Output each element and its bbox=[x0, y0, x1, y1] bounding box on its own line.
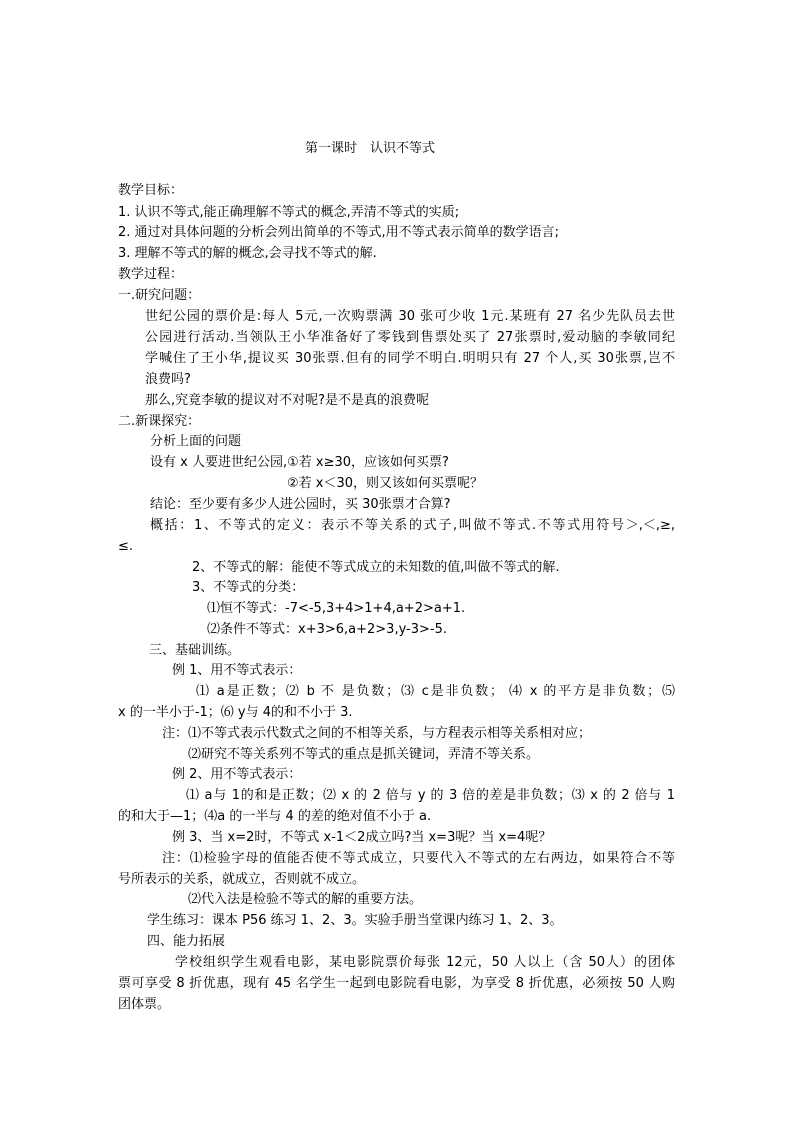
text-line: 的和大于—1；⑷a 的一半与 4 的差的绝对值不小于 a. bbox=[118, 809, 432, 824]
process-heading: 教学过程： bbox=[118, 267, 184, 282]
text-line: ≤. bbox=[118, 539, 134, 554]
paragraph-line: 世纪公园的票价是:每人 5元,一次购票满 30 张可少收 1元.某班有 27 名少先队员去世 bbox=[145, 309, 675, 324]
note-line: 号所表示的关系，就成立，否则就不成立。 bbox=[118, 872, 366, 887]
section-heading: 三、基础训练。 bbox=[149, 643, 241, 658]
paragraph-line: 浪费吗? bbox=[145, 372, 191, 387]
paragraph-line: 团体票。 bbox=[118, 997, 171, 1012]
paragraph-line: 学喊住了王小华,提议买 30张票.但有的同学不明白.明明只有 27 个人,买 30张票,岂不 bbox=[145, 351, 675, 366]
paragraph-line: 学校组织学生观看电影，某电影院票价每张 12元，50 人以上（含 50人）的团体 bbox=[175, 955, 675, 970]
note-line: ⑵代入法是检验不等式的解的重要方法。 bbox=[188, 892, 423, 907]
page-title: 第一课时 认识不等式 bbox=[305, 141, 436, 156]
text-line: 分析上面的问题 bbox=[150, 434, 242, 449]
text-line: 3、不等式的分类： bbox=[192, 580, 305, 595]
paragraph-line: 公园进行活动.当领队王小华准备好了零钱到售票处买了 27张票时,爱动脑的李敏同纪 bbox=[145, 330, 675, 345]
text-line: x 的一半小于-1；⑹ y与 4的和不小于 3. bbox=[118, 705, 353, 720]
objective-item: 2. 通过对具体问题的分析会列出简单的不等式,用不等式表示简单的数学语言; bbox=[118, 225, 560, 240]
text-line: ⑴ a与 1的和是正数；⑵ x 的 2 倍与 y 的 3 倍的差是非负数；⑶ x 的 2 倍与 1 bbox=[186, 788, 675, 803]
example-heading: 例 2、用不等式表示： bbox=[172, 767, 302, 782]
text-line: 概括：1、不等式的定义：表示不等关系的式子,叫做不等式.不等式用符号＞,＜,≥, bbox=[150, 518, 675, 533]
text-line: 结论：至少要有多少人进公园时，买 30张票才合算? bbox=[150, 497, 451, 512]
text-line: ⑴ a是正数；⑵ b 不 是负数；⑶ c是非负数； ⑷ x 的平方是非负数；⑸ bbox=[196, 684, 675, 699]
text-line: ⑴恒不等式：-7<-5,3+4>1+4,a+2>a+1. bbox=[207, 601, 466, 616]
note-line: 注：⑴检验字母的值能否使不等式成立，只要代入不等式的左右两边，如果符合不等 bbox=[162, 851, 675, 866]
section-heading: 四、能力拓展 bbox=[147, 934, 226, 949]
objectives-heading: 教学目标： bbox=[118, 183, 184, 198]
text-line: ⑵条件不等式：x+3>6,a+2>3,y-3>-5. bbox=[207, 622, 447, 637]
note-line: 注：⑴不等式表示代数式之间的不相等关系，与方程表示相等关系相对应； bbox=[162, 726, 592, 741]
objective-item: 3. 理解不等式的解的概念,会寻找不等式的解. bbox=[118, 246, 377, 261]
objective-item: 1. 认识不等式,能正确理解不等式的概念,弄清不等式的实质; bbox=[118, 205, 460, 220]
example-heading: 例 1、用不等式表示： bbox=[172, 663, 302, 678]
section-heading: 一.研究问题： bbox=[118, 288, 201, 303]
practice-line: 学生练习：课本 P56 练习 1、2、3。实验手册当堂课内练习 1、2、3。 bbox=[147, 913, 563, 928]
text-line: ②若 x＜30，则又该如何买票呢？ bbox=[287, 476, 484, 491]
paragraph-line: 票可享受 8 折优惠，现有 45 名学生一起到电影院看电影，为享受 8 折优惠，必须按 50 人购 bbox=[118, 976, 675, 991]
text-line: 设有 x 人要进世纪公园,①若 x≥30，应该如何买票? bbox=[150, 455, 449, 470]
text-line: 2、不等式的解：能使不等式成立的未知数的值,叫做不等式的解. bbox=[192, 560, 560, 575]
example-heading: 例 3、当 x=2时，不等式 x-1＜2成立吗?当 x=3呢？当 x=4呢？ bbox=[172, 830, 552, 845]
section-heading: 二.新课探究： bbox=[118, 414, 201, 429]
paragraph-line: 那么,究竟李敏的提议对不对呢?是不是真的浪费呢 bbox=[145, 393, 430, 408]
note-line: ⑵研究不等关系列不等式的重点是抓关键词，弄清不等关系。 bbox=[188, 747, 540, 762]
